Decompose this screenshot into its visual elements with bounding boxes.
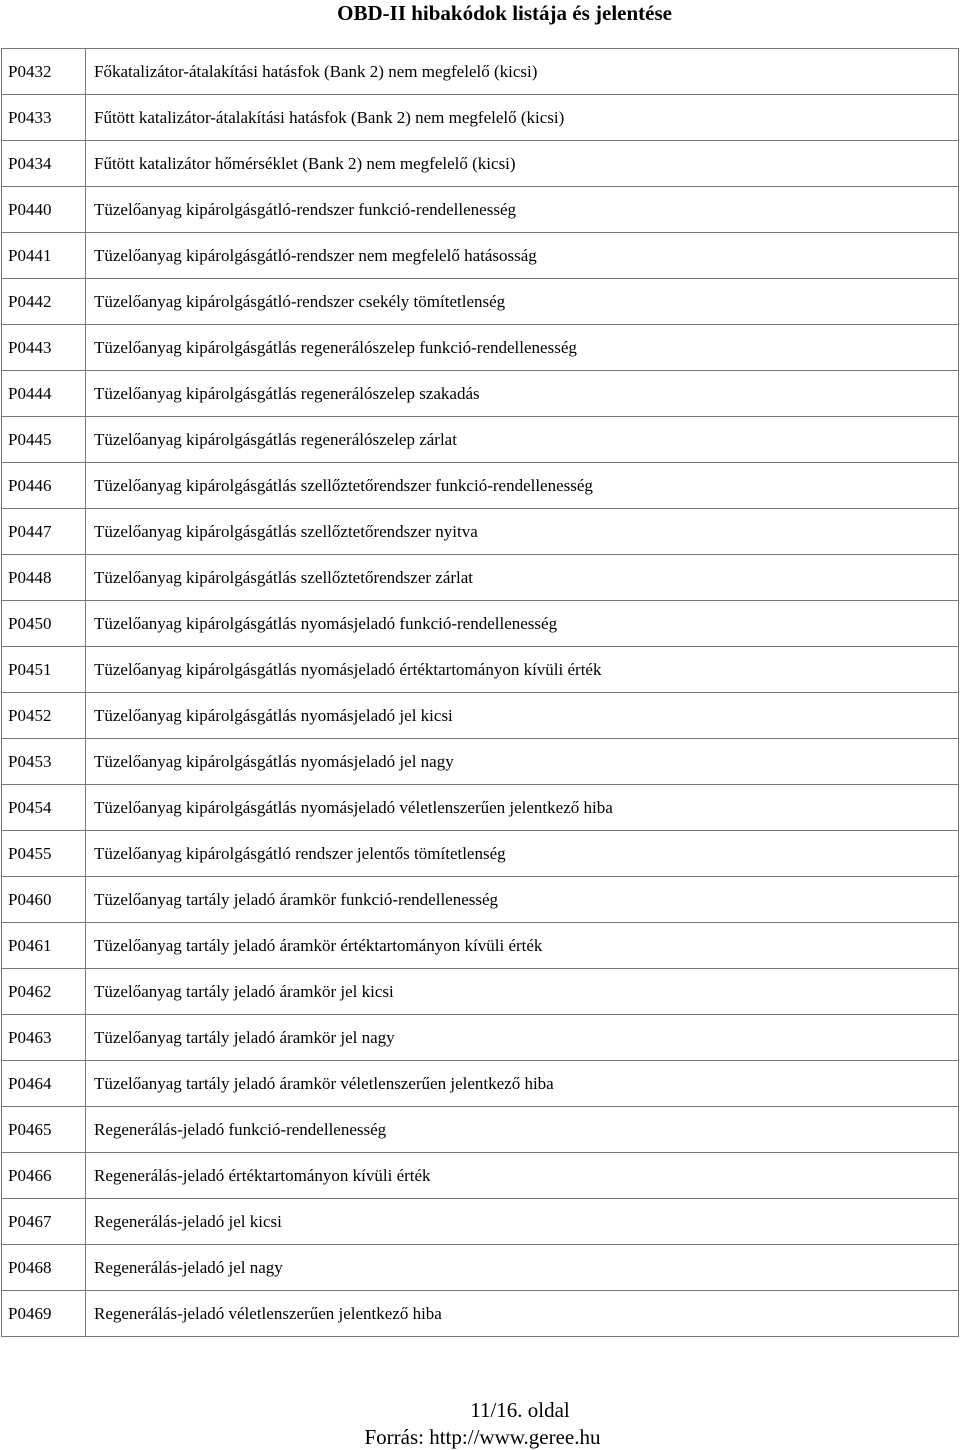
error-description-cell: Tüzelőanyag kipárolgásgátló rendszer jelentős tömítetlenség (86, 831, 959, 877)
error-code-cell: P0448 (2, 555, 86, 601)
error-code-cell: P0446 (2, 463, 86, 509)
error-code-cell: P0451 (2, 647, 86, 693)
table-row (2, 325, 959, 371)
error-description-cell: Tüzelőanyag tartály jeladó áramkör véletlenszerűen jelentkező hiba (86, 1061, 959, 1107)
error-description-cell: Tüzelőanyag kipárolgásgátlás regenerálószelep funkció-rendellenesség (86, 325, 959, 371)
table-row (2, 95, 959, 141)
error-code-table-body (2, 49, 959, 1337)
error-description-cell: Regenerálás-jeladó funkció-rendellenesség (86, 1107, 959, 1153)
table-row (2, 601, 959, 647)
error-description-cell: Tüzelőanyag kipárolgásgátlás szellőztetőrendszer nyitva (86, 509, 959, 555)
source-link[interactable]: Forrás: http://www.geree.hu (364, 1425, 601, 1449)
error-description-cell: Tüzelőanyag kipárolgásgátlás nyomásjeladó értéktartományon kívüli érték (86, 647, 959, 693)
page-number: 11/16. oldal (470, 1398, 570, 1422)
error-description-cell: Tüzelőanyag kipárolgásgátló-rendszer funkció-rendellenesség (86, 187, 959, 233)
error-description-cell: Tüzelőanyag kipárolgásgátlás nyomásjeladó véletlenszerűen jelentkező hiba (86, 785, 959, 831)
error-code-cell: P0460 (2, 877, 86, 923)
table-row (2, 187, 959, 233)
table-row (2, 647, 959, 693)
error-description-cell: Tüzelőanyag kipárolgásgátlás szellőztetőrendszer zárlat (86, 555, 959, 601)
table-row (2, 785, 959, 831)
table-row (2, 463, 959, 509)
table-row (2, 1107, 959, 1153)
error-description-cell: Tüzelőanyag kipárolgásgátlás szellőztetőrendszer funkció-rendellenesség (86, 463, 959, 509)
table-row (2, 141, 959, 187)
error-code-cell: P0447 (2, 509, 86, 555)
error-description-cell: Regenerálás-jeladó jel nagy (86, 1245, 959, 1291)
error-code-cell: P0440 (2, 187, 86, 233)
error-description-cell: Fűtött katalizátor-átalakítási hatásfok (Bank 2) nem megfelelő (kicsi) (86, 95, 959, 141)
error-code-cell: P0452 (2, 693, 86, 739)
error-code-cell: P0434 (2, 141, 86, 187)
error-code-cell: P0463 (2, 1015, 86, 1061)
table-row (2, 877, 959, 923)
error-description-cell: Tüzelőanyag tartály jeladó áramkör jel nagy (86, 1015, 959, 1061)
error-description-cell: Fűtött katalizátor hőmérséklet (Bank 2) nem megfelelő (kicsi) (86, 141, 959, 187)
error-description-cell: Regenerálás-jeladó véletlenszerűen jelentkező hiba (86, 1291, 959, 1337)
error-code-cell: P0433 (2, 95, 86, 141)
table-row (2, 739, 959, 785)
error-code-cell: P0467 (2, 1199, 86, 1245)
error-code-cell: P0445 (2, 417, 86, 463)
error-code-cell: P0442 (2, 279, 86, 325)
error-code-cell: P0466 (2, 1153, 86, 1199)
table-row (2, 1291, 959, 1337)
error-description-cell: Tüzelőanyag tartály jeladó áramkör értéktartományon kívüli érték (86, 923, 959, 969)
error-code-cell: P0465 (2, 1107, 86, 1153)
table-row (2, 1153, 959, 1199)
error-description-cell: Tüzelőanyag tartály jeladó áramkör funkció-rendellenesség (86, 877, 959, 923)
error-description-cell: Tüzelőanyag kipárolgásgátlás regenerálószelep zárlat (86, 417, 959, 463)
table-row (2, 1015, 959, 1061)
error-description-cell: Regenerálás-jeladó értéktartományon kívüli érték (86, 1153, 959, 1199)
error-code-cell: P0453 (2, 739, 86, 785)
table-row (2, 1245, 959, 1291)
error-code-cell: P0461 (2, 923, 86, 969)
error-description-cell: Tüzelőanyag kipárolgásgátlás regenerálószelep szakadás (86, 371, 959, 417)
error-code-cell: P0468 (2, 1245, 86, 1291)
error-description-cell: Tüzelőanyag kipárolgásgátlás nyomásjeladó jel nagy (86, 739, 959, 785)
error-description-cell: Tüzelőanyag tartály jeladó áramkör jel kicsi (86, 969, 959, 1015)
table-row (2, 509, 959, 555)
table-row (2, 417, 959, 463)
error-code-cell: P0469 (2, 1291, 86, 1337)
error-code-cell: P0450 (2, 601, 86, 647)
error-code-cell: P0464 (2, 1061, 86, 1107)
error-code-cell: P0455 (2, 831, 86, 877)
table-row (2, 233, 959, 279)
error-description-cell: Tüzelőanyag kipárolgásgátlás nyomásjeladó jel kicsi (86, 693, 959, 739)
error-code-cell: P0432 (2, 49, 86, 95)
error-code-cell: P0454 (2, 785, 86, 831)
error-code-cell: P0443 (2, 325, 86, 371)
table-row (2, 1061, 959, 1107)
error-description-cell: Regenerálás-jeladó jel kicsi (86, 1199, 959, 1245)
table-row (2, 969, 959, 1015)
error-code-cell: P0444 (2, 371, 86, 417)
table-row (2, 49, 959, 95)
table-row (2, 555, 959, 601)
table-row (2, 831, 959, 877)
error-code-cell: P0441 (2, 233, 86, 279)
table-row (2, 923, 959, 969)
error-code-cell: P0462 (2, 969, 86, 1015)
error-description-cell: Tüzelőanyag kipárolgásgátlás nyomásjeladó funkció-rendellenesség (86, 601, 959, 647)
table-row (2, 371, 959, 417)
table-row (2, 1199, 959, 1245)
error-description-cell: Főkatalizátor-átalakítási hatásfok (Bank 2) nem megfelelő (kicsi) (86, 49, 959, 95)
error-code-table (1, 48, 959, 1337)
error-description-cell: Tüzelőanyag kipárolgásgátló-rendszer csekély tömítetlenség (86, 279, 959, 325)
table-row (2, 693, 959, 739)
table-row (2, 279, 959, 325)
page-title: OBD-II hibakódok listája és jelentése (337, 1, 672, 25)
error-description-cell: Tüzelőanyag kipárolgásgátló-rendszer nem megfelelő hatásosság (86, 233, 959, 279)
